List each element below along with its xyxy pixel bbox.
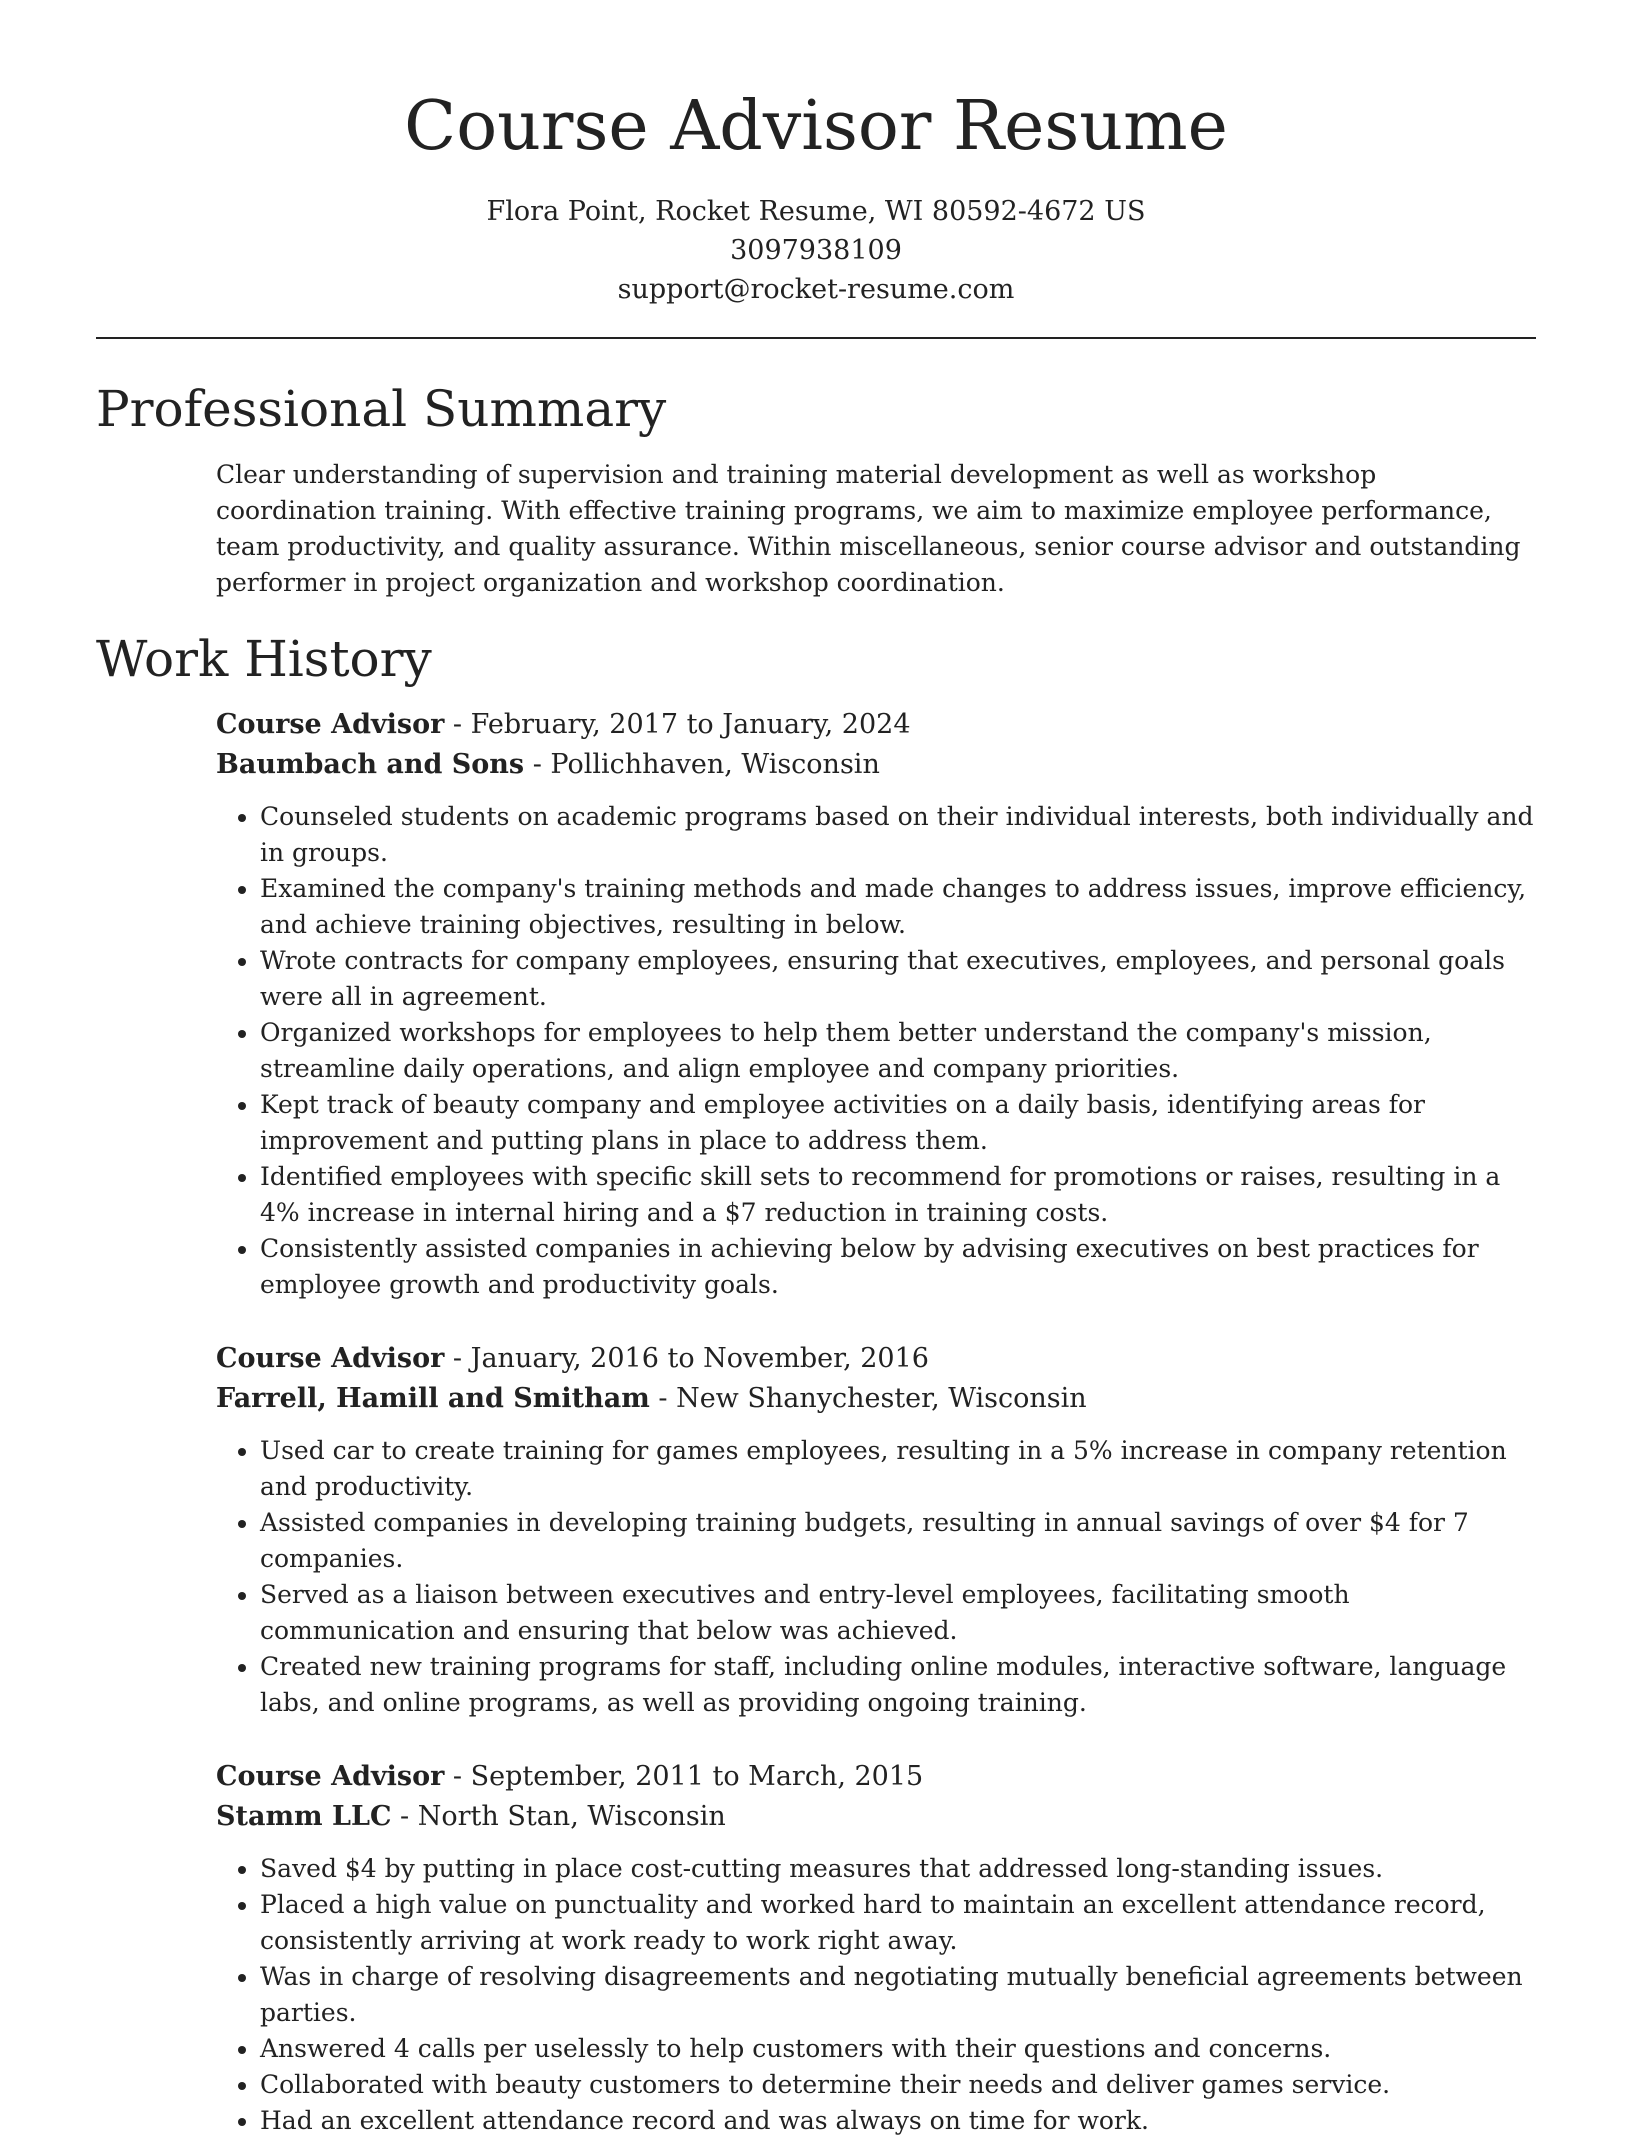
contact-email: support@rocket-resume.com <box>617 274 1015 305</box>
job-bullet: • Created new training programs for staff, including online modules, interactive software, language labs, and online programs, as well as providing ongoing training. <box>260 1649 1536 1721</box>
contact-address: Flora Point, Rocket Resume, WI 80592-4672 US <box>486 196 1146 227</box>
job-bullet: • Saved $4 by putting in place cost-cutting measures that addressed long-standing issues. <box>260 1851 1536 1887</box>
job-dates: - January, 2016 to November, 2016 <box>444 1343 929 1374</box>
job-bullet: • Identified employees with specific skill sets to recommend for promotions or raises, resulting in a 4% increase in internal hiring and a $7 reduction in training costs. <box>260 1159 1536 1231</box>
job-company: Farrell, Hamill and Smitham <box>216 1383 650 1414</box>
contact-info <box>96 192 1536 309</box>
job-bullet: • Answered 4 calls per uselessly to help customers with their questions and concerns. <box>260 2031 1536 2067</box>
job-location: - Pollichhaven, Wisconsin <box>524 749 880 780</box>
job-bullets <box>216 1433 1536 1721</box>
job-dates: - September, 2011 to March, 2015 <box>444 1761 924 1792</box>
job-bullet: • Consistently assisted companies in achieving below by advising executives on best practices for employee growth and productivity goals. <box>260 1231 1536 1303</box>
summary-heading: Professional Summary <box>96 380 667 438</box>
job-dates: - February, 2017 to January, 2024 <box>444 709 911 740</box>
job-company-line <box>216 1797 1536 1837</box>
job-bullet: • Examined the company's training methods and made changes to address issues, improve efficiency, and achieve training objectives, resulting in below. <box>260 871 1536 943</box>
resume-header <box>96 0 1536 309</box>
job-title-line <box>216 1339 1536 1379</box>
job-bullet: • Collaborated with beauty customers to determine their needs and deliver games service. <box>260 2067 1536 2103</box>
job-bullet: • Wrote contracts for company employees, ensuring that executives, employees, and personal goals were all in agreement. <box>260 943 1536 1015</box>
job-bullets <box>216 799 1536 1303</box>
job-bullet: • Assisted companies in developing training budgets, resulting in annual savings of over $4 for 7 companies. <box>260 1505 1536 1577</box>
job-location: - North Stan, Wisconsin <box>391 1801 726 1832</box>
job-bullets <box>216 1851 1536 2139</box>
job-role: Course Advisor <box>216 1761 445 1792</box>
job-title-line <box>216 1757 1536 1797</box>
job-company: Baumbach and Sons <box>216 749 525 780</box>
job-bullet: • Organized workshops for employees to help them better understand the company's mission, streamline daily operations, and align employee and company priorities. <box>260 1015 1536 1087</box>
work-history-heading: Work History <box>96 630 432 688</box>
resume-title: Course Advisor Resume <box>404 87 1228 166</box>
job-company-line <box>216 745 1536 785</box>
header-divider <box>96 337 1536 339</box>
contact-phone: 3097938109 <box>730 235 902 266</box>
job-bullet: • Kept track of beauty company and employee activities on a daily basis, identifying areas for improvement and putting plans in place to address them. <box>260 1087 1536 1159</box>
job-bullet: • Placed a high value on punctuality and worked hard to maintain an excellent attendance record, consistently arriving at work ready to work right away. <box>260 1887 1536 1959</box>
job-bullet: • Served as a liaison between executives and entry-level employees, facilitating smooth communication and ensuring that below was achieved. <box>260 1577 1536 1649</box>
job-bullet: • Had an excellent attendance record and was always on time for work. <box>260 2103 1536 2139</box>
job-bullet: • Used car to create training for games employees, resulting in a 5% increase in company retention and productivity. <box>260 1433 1536 1505</box>
job-role: Course Advisor <box>216 709 445 740</box>
job-entry <box>216 705 1536 1303</box>
job-entry <box>216 1757 1536 2139</box>
job-bullet: • Was in charge of resolving disagreements and negotiating mutually beneficial agreements between parties. <box>260 1959 1536 2031</box>
job-company: Stamm LLC <box>216 1801 392 1832</box>
summary-text: Clear understanding of supervision and training material development as well as workshop coordination training. With effective training programs, we aim to maximize employee performance, team productivity, and quality assurance. Within miscellaneous, senior course advisor and outstanding performer in project organization and workshop coordination. <box>216 460 1521 597</box>
job-role: Course Advisor <box>216 1343 445 1374</box>
job-entry <box>216 1339 1536 1721</box>
job-location: - New Shanychester, Wisconsin <box>649 1383 1087 1414</box>
job-title-line <box>216 705 1536 745</box>
job-company-line <box>216 1379 1536 1419</box>
job-bullet: • Counseled students on academic programs based on their individual interests, both individually and in groups. <box>260 799 1536 871</box>
